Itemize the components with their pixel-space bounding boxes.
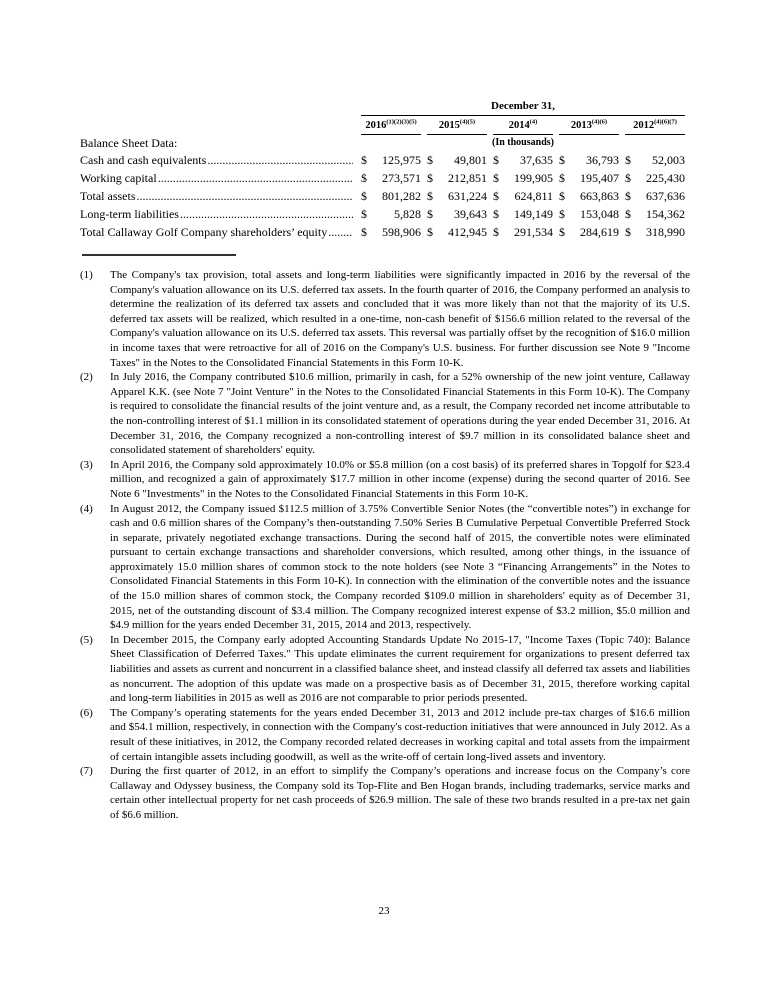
currency-symbol: $ <box>625 153 631 167</box>
footnote-separator <box>82 254 236 256</box>
cell-value: 273,571 <box>382 171 421 185</box>
currency-symbol: $ <box>559 225 565 239</box>
footnote-number: (3) <box>80 458 93 471</box>
cell-value: 801,282 <box>382 189 421 203</box>
footnote-item <box>80 458 690 502</box>
value-cell <box>361 223 421 241</box>
column-header-2015: $2015^{(4)(5)}$ <box>427 116 487 135</box>
currency-symbol: $ <box>625 171 631 185</box>
value-cell <box>625 205 685 223</box>
cell-value: 36,793 <box>586 153 619 167</box>
value-cell <box>493 187 553 205</box>
cell-value: 37,635 <box>520 153 553 167</box>
cell-value: 212,851 <box>448 171 487 185</box>
currency-symbol: $ <box>361 153 367 167</box>
column-footnote-refs: (4) <box>529 118 538 126</box>
cell-value: 154,362 <box>646 207 685 221</box>
table-year-header-row <box>80 116 685 135</box>
footnote-number: (1) <box>80 269 93 281</box>
currency-symbol: $ <box>559 153 565 167</box>
value-cell <box>493 151 553 169</box>
row-label: Long-term liabilities <box>80 207 179 221</box>
column-footnote-refs: (4)(5) <box>459 118 476 126</box>
table-row-working-capital <box>80 169 685 187</box>
footnote-text: In April 2016, the Company sold approximately 10.0% or $5.8 million (on a cost basis) of its preferred shares in Topgolf for $23.4 million, and recognized a gain of approximately $17.7 million in other income (expense) during the second quarter of 2016. See Note 6 "Investments" in the Notes to the Consolidated Financial Statements in this Form 10-K. <box>110 458 690 500</box>
table-row-long-term-liabilities <box>80 205 685 223</box>
value-cell <box>559 151 619 169</box>
column-footnote-refs: (4)(6)(7) <box>654 118 677 126</box>
value-cell <box>427 205 487 223</box>
currency-symbol: $ <box>493 171 499 185</box>
footnote-text: In August 2012, the Company issued $112.5 million of 3.75% Convertible Senior Notes (the “convertible notes”) in exchange for cash and 0.6 million shares of the Company’s then-outstanding 7.50% Series B Cumulative Perpetual Convertible Preferred Stock in separate, privately negotiated exchange transactions. During the second half of 2015, the convertible notes were eliminated pursuant to certain exchange transactions and shareholder conversions, which resulted, among other things, in the issuance of approximately 15.0 million shares of common stock to the note holders (see Note 3 “Financing Arrangements” in the Notes to Consolidated Financial Statements in this Form 10-K). In connection with the elimination of the convertible notes and the issuance of the 15.0 million shares of common stock, the Company recorded $109.0 million in shareholders' equity as of December 31, 2015, net of the outstanding discount of $3.4 million. The Company recognized interest expense of $3.2 million, $5.0 million and $4.9 million for the years ended December 31, 2015, 2014 and 2013, respectively. <box>110 502 690 632</box>
cell-value: 624,811 <box>514 189 553 203</box>
row-label: Total Callaway Golf Company shareholders’ equity <box>80 225 328 239</box>
value-cell <box>625 151 685 169</box>
section-label: Balance Sheet Data: <box>80 136 178 150</box>
column-header-2014: 2014$^{(4)}$ <box>493 116 553 135</box>
cell-value: 195,407 <box>580 171 619 185</box>
footnote-text: In December 2015, the Company early adopted Accounting Standards Update No 2015-17, "Income Taxes (Topic 740): Balance Sheet Classification of Deferred Taxes." This update eliminates the current requirement for organizations to present deferred tax liabilities and assets as current and noncurrent in a classified balance sheet, and instead classify all deferred tax assets and liabilities as noncurrent. The adoption of this update was made on a prospective basis as of December 31, 2015, therefore working capital and long-term liabilities in 2015 as well as 2016 are not comparable to prior periods presented. <box>110 633 690 705</box>
value-cell <box>493 169 553 187</box>
value-cell <box>427 187 487 205</box>
value-cell <box>493 205 553 223</box>
table-row-total-assets <box>80 187 685 205</box>
cell-value: 284,619 <box>580 225 619 239</box>
dot-leader <box>207 151 353 169</box>
currency-symbol: $ <box>427 171 433 185</box>
value-cell <box>361 205 421 223</box>
dot-leader <box>136 187 353 205</box>
footnote-item <box>80 268 690 370</box>
currency-symbol: $ <box>493 153 499 167</box>
page-number: 23 <box>378 905 390 917</box>
value-cell <box>559 169 619 187</box>
value-cell <box>559 205 619 223</box>
footnote-text: In July 2016, the Company contributed $10.6 million, primarily in cash, for a 52% ownership of the new joint venture, Callaway Apparel K.K. (see Note 7 "Joint Venture" in the Notes to the Consolidated Financial Statements in this Form 10-K). The Company is required to consolidate the financial results of the joint venture and, as a result, the Company recorded net income attributable to the non-controlling interest of $1.1 million in its consolidated statement of operations during the year ended December 31, 2016. At December 31, 2016, the Company recognized a non-controlling interest of $9.7 million in its consolidated balance sheet and consolidated statement of shareholders' equity. <box>110 371 690 457</box>
dot-leader <box>158 169 353 187</box>
value-cell <box>559 187 619 205</box>
currency-symbol: $ <box>427 153 433 167</box>
cell-value: 637,636 <box>646 189 685 203</box>
footnote-text: The Company's tax provision, total assets and long-term liabilities were significantly impacted in 2016 by the reversal of the Company's valuation allowance on its U.S. deferred tax assets. In the fourth quarter of 2016, the Company performed an analysis to determine the realization of its deferred tax assets and concluded that it was more likely than not that the majority of its U.S. deferred tax assets will be realized, which resulted in a one-time, non-cash benefit of $156.6 million related to the reversal of the Company's valuation allowance on its U.S. deferred tax assets. This reversal was partially offset by the recognition of $16.0 million in income taxes that were retroactive for all of 2016 on the Company's U.S. business. For further discussion see Note 9 "Income Taxes" in the Notes to the Consolidated Financial Statements in this Form 10-K. <box>110 269 690 369</box>
currency-symbol: $ <box>427 225 433 239</box>
cell-value: 49,801 <box>454 153 487 167</box>
table-date-row <box>80 100 685 116</box>
value-cell <box>493 223 553 241</box>
currency-symbol: $ <box>427 189 433 203</box>
column-footnote-refs: (4)(6) <box>591 118 608 126</box>
cell-value: 412,945 <box>448 225 487 239</box>
footnote-number: (7) <box>80 765 93 778</box>
cell-value: 153,048 <box>580 207 619 221</box>
dot-leader <box>328 223 353 241</box>
currency-symbol: $ <box>559 189 565 203</box>
currency-symbol: $ <box>361 189 367 203</box>
footnote-item <box>80 706 690 764</box>
currency-symbol: $ <box>559 171 565 185</box>
footnote-number: (2) <box>80 371 93 384</box>
cell-value: 39,643 <box>454 207 487 221</box>
footnote-item <box>80 633 690 706</box>
dot-leader <box>180 205 353 223</box>
table-row-shareholders-equity <box>80 223 685 241</box>
footnote-text: The Company’s operating statements for the years ended December 31, 2013 and 2012 include pre-tax charges of $16.6 million and $54.1 million, respectively, in connection with the Company's cost-reduction initiatives that were announced in July 2012. As a result of these initiatives, in 2012, the Company recorded related decreases in working capital and total assets from the impairment of certain intangible assets including goodwill, as well as the write-off of certain long-lived assets and inventory. <box>110 706 690 763</box>
row-label: Total assets <box>80 189 136 203</box>
cell-value: 318,990 <box>646 225 685 239</box>
footnote-text: During the first quarter of 2012, in an effort to simplify the Company’s operations and increase focus on the Company’s core Callaway and Odyssey business, the Company sold its Top-Flite and Ben Hogan brands, including trademarks, service marks and certain other intellectual property for net cash proceeds of $26.9 million. The sale of these two brands resulted in a pre-tax net gain of $6.6 million. <box>110 765 690 821</box>
value-cell <box>625 169 685 187</box>
cell-value: 225,430 <box>646 171 685 185</box>
currency-symbol: $ <box>361 207 367 221</box>
table-row-cash <box>80 151 685 169</box>
footnote-number: (4) <box>80 502 93 515</box>
currency-symbol: $ <box>493 189 499 203</box>
value-cell <box>427 223 487 241</box>
value-cell <box>625 187 685 205</box>
footnote-number: (5) <box>80 633 93 646</box>
cell-value: 125,975 <box>382 153 421 167</box>
cell-value: 5,828 <box>394 207 421 221</box>
currency-symbol: $ <box>361 171 367 185</box>
units-note: (In thousands) <box>492 137 554 148</box>
value-cell <box>427 169 487 187</box>
table-units-row <box>80 135 685 151</box>
footnotes <box>80 268 690 823</box>
currency-symbol: $ <box>625 207 631 221</box>
value-cell <box>559 223 619 241</box>
cell-value: 598,906 <box>382 225 421 239</box>
row-label: Working capital <box>80 171 157 185</box>
cell-value: 149,149 <box>514 207 553 221</box>
cell-value: 52,003 <box>652 153 685 167</box>
balance-sheet-table <box>80 100 685 241</box>
currency-symbol: $ <box>361 225 367 239</box>
value-cell <box>427 151 487 169</box>
row-label: Cash and cash equivalents <box>80 153 207 167</box>
footnote-number: (6) <box>80 706 93 719</box>
footnote-item <box>80 764 690 822</box>
currency-symbol: $ <box>493 225 499 239</box>
table-date-header: December 31, <box>361 100 685 116</box>
footnote-item <box>80 502 690 633</box>
currency-symbol: $ <box>625 189 631 203</box>
column-header-2016: $2016^{(1)(2)(3)(5)}$ <box>361 116 421 135</box>
currency-symbol: $ <box>493 207 499 221</box>
value-cell <box>361 187 421 205</box>
footnote-item <box>80 370 690 458</box>
cell-value: 631,224 <box>448 189 487 203</box>
cell-value: 199,905 <box>514 171 553 185</box>
cell-value: 291,534 <box>514 225 553 239</box>
value-cell <box>361 169 421 187</box>
column-header-2012: $2012^{(4)(6)(7)}$ <box>625 116 685 135</box>
currency-symbol: $ <box>625 225 631 239</box>
currency-symbol: $ <box>559 207 565 221</box>
cell-value: 663,863 <box>580 189 619 203</box>
column-footnote-refs: (1)(2)(3)(5) <box>386 118 417 126</box>
column-header-2013: $2013^{(4)(6)}$ <box>559 116 619 135</box>
value-cell <box>361 151 421 169</box>
currency-symbol: $ <box>427 207 433 221</box>
value-cell <box>625 223 685 241</box>
